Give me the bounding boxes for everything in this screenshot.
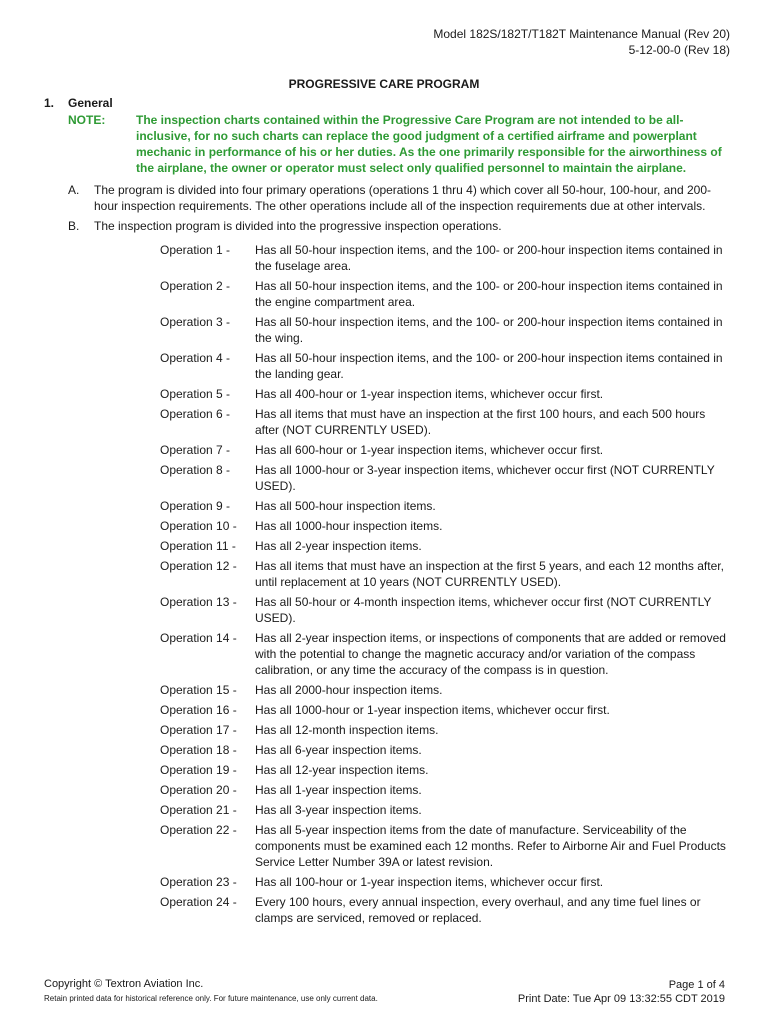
operation-label: Operation 3 -: [160, 315, 231, 329]
footer-left: [44, 978, 378, 1003]
operation-description: Has all 12-month inspection items.: [255, 723, 439, 737]
operation-description: Has all 400-hour or 1-year inspection items, whichever occur first.: [255, 387, 604, 401]
operation-label: Operation 22 -: [160, 823, 237, 837]
operation-row: [160, 498, 730, 514]
operation-row: [160, 538, 730, 554]
operation-description: Has all 500-hour inspection items.: [255, 499, 436, 513]
operation-label: Operation 9 -: [160, 499, 231, 513]
operation-row: [160, 462, 730, 494]
page-header: [433, 26, 730, 58]
operation-row: [160, 822, 730, 870]
operation-label: Operation 19 -: [160, 763, 237, 777]
operation-row: [160, 442, 730, 458]
operation-label: Operation 4 -: [160, 351, 231, 365]
operation-label: Operation 1 -: [160, 243, 231, 257]
section-number: 1.: [44, 96, 55, 110]
operation-label: Operation 17 -: [160, 723, 237, 737]
operation-description: Has all 12-year inspection items.: [255, 763, 429, 777]
operation-row: [160, 350, 730, 382]
operation-description: Has all items that must have an inspection at the first 100 hours, and each 500 hours after (NOT CURRENTLY USED).: [255, 407, 706, 437]
footer-right: [518, 978, 725, 1006]
operation-label: Operation 24 -: [160, 895, 237, 909]
operation-description: Has all 1000-hour or 3-year inspection items, whichever occur first (NOT CURRENTLY USED).: [255, 463, 715, 493]
operation-label: Operation 5 -: [160, 387, 231, 401]
operation-label: Operation 18 -: [160, 743, 237, 757]
copyright: Copyright © Textron Aviation Inc.: [44, 978, 204, 990]
operation-label: Operation 11 -: [160, 539, 236, 553]
operation-description: Every 100 hours, every annual inspection, every overhaul, and any time fuel lines or clamps are serviced, removed or replaced.: [255, 895, 701, 925]
operation-label: Operation 23 -: [160, 875, 237, 889]
operation-description: Has all 1000-hour inspection items.: [255, 519, 443, 533]
operation-description: Has all 600-hour or 1-year inspection items, whichever occur first.: [255, 443, 604, 457]
operation-row: [160, 386, 730, 402]
operation-description: Has all 1000-hour or 1-year inspection items, whichever occur first.: [255, 703, 610, 717]
operation-row: [160, 782, 730, 798]
operation-row: [160, 278, 730, 310]
operation-description: Has all 100-hour or 1-year inspection items, whichever occur first.: [255, 875, 604, 889]
operation-label: Operation 10 -: [160, 519, 237, 533]
operation-row: [160, 682, 730, 698]
page-title: PROGRESSIVE CARE PROGRAM: [288, 77, 480, 91]
operation-description: Has all 50-hour inspection items, and the 100- or 200-hour inspection items contained in the fuselage area.: [255, 243, 723, 273]
item-letter: A.: [68, 183, 80, 197]
item-text: The program is divided into four primary operations (operations 1 thru 4) which cover all 50-hour, 100-hour, and 200-hour inspection requirements. The other operations include all of the inspection requirements due at other intervals.: [94, 183, 711, 213]
manual-title: Model 182S/182T/T182T Maintenance Manual (Rev 20): [433, 27, 730, 41]
operation-row: [160, 742, 730, 758]
note-label: NOTE:: [68, 113, 106, 127]
print-date: Print Date: Tue Apr 09 13:32:55 CDT 2019: [517, 993, 725, 1005]
list-item-b: [68, 218, 728, 234]
operation-description: Has all items that must have an inspection at the first 5 years, and each 12 months after, until replacement at 10 years (NOT CURRENTLY USED).: [255, 559, 724, 589]
retain-notice: Retain printed data for historical reference only. For future maintenance, use only current data.: [44, 994, 378, 1003]
operation-description: Has all 2-year inspection items.: [255, 539, 422, 553]
operation-description: Has all 50-hour or 4-month inspection items, whichever occur first (NOT CURRENTLY USED).: [255, 595, 712, 625]
operation-row: [160, 762, 730, 778]
operation-label: Operation 16 -: [160, 703, 237, 717]
operation-description: Has all 2000-hour inspection items.: [255, 683, 443, 697]
operations-list: [160, 242, 730, 930]
section-title: General: [68, 96, 113, 110]
note-text: The inspection charts contained within the Progressive Care Program are not intended to be all-inclusive, for no such charts can replace the good judgment of a certified airframe and powerplant mechanic in performance of his or her duties. As the one primarily responsible for the airworthiness of the airplane, the owner or operator must select only qualified personnel to maintain the airplane.: [136, 113, 722, 175]
operation-label: Operation 13 -: [160, 595, 237, 609]
operation-label: Operation 8 -: [160, 463, 231, 477]
operation-label: Operation 15 -: [160, 683, 237, 697]
operation-row: [160, 594, 730, 626]
operation-row: [160, 702, 730, 718]
item-letter: B.: [68, 219, 80, 233]
page-number: Page 1 of 4: [668, 979, 725, 991]
section-heading: [44, 96, 113, 110]
operation-row: [160, 406, 730, 438]
operation-label: Operation 20 -: [160, 783, 237, 797]
operation-description: Has all 6-year inspection items.: [255, 743, 422, 757]
operation-row: [160, 314, 730, 346]
operation-row: [160, 874, 730, 890]
operation-row: [160, 894, 730, 926]
operation-row: [160, 630, 730, 678]
operation-description: Has all 2-year inspection items, or inspections of components that are added or removed with the potential to change the magnetic accuracy and/or variation of the compass calibration, or any time the accuracy of the compass is in question.: [255, 631, 726, 677]
operation-label: Operation 7 -: [160, 443, 231, 457]
operation-row: [160, 242, 730, 274]
operation-label: Operation 21 -: [160, 803, 237, 817]
item-text: The inspection program is divided into the progressive inspection operations.: [94, 219, 502, 233]
operation-label: Operation 6 -: [160, 407, 231, 421]
operation-description: Has all 3-year inspection items.: [255, 803, 422, 817]
operation-row: [160, 518, 730, 534]
operation-label: Operation 14 -: [160, 631, 237, 645]
note-block: [68, 112, 728, 176]
operation-description: Has all 50-hour inspection items, and the 100- or 200-hour inspection items contained in the engine compartment area.: [255, 279, 723, 309]
operation-row: [160, 558, 730, 590]
section-reference: 5-12-00-0 (Rev 18): [628, 43, 730, 57]
operation-description: Has all 50-hour inspection items, and the 100- or 200-hour inspection items contained in the wing.: [255, 315, 723, 345]
operation-row: [160, 802, 730, 818]
operation-description: Has all 1-year inspection items.: [255, 783, 422, 797]
operation-description: Has all 50-hour inspection items, and the 100- or 200-hour inspection items contained in the landing gear.: [255, 351, 723, 381]
operation-label: Operation 2 -: [160, 279, 231, 293]
list-item-a: [68, 182, 728, 214]
operation-label: Operation 12 -: [160, 559, 237, 573]
operation-description: Has all 5-year inspection items from the date of manufacture. Serviceability of the components must be examined each 12 months. Refer to Airborne Air and Fuel Products Service Letter Number 39A or latest revision.: [255, 823, 726, 869]
operation-row: [160, 722, 730, 738]
